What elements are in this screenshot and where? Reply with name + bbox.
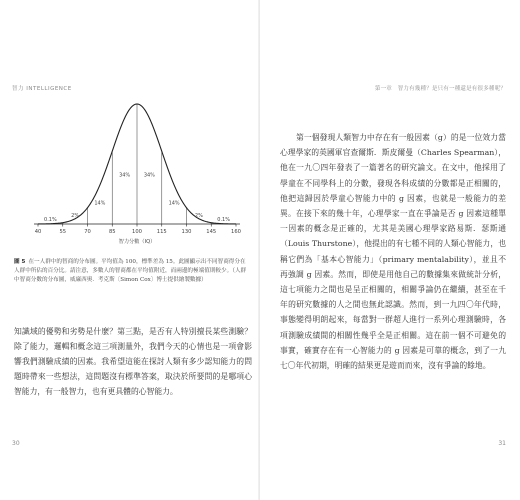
x-tick-label: 145 [206,229,217,235]
body-text-right: 第一個發現人類智力中存在有一般因素（g）的是一位效力當心理學家的英國軍官查爾斯．斯皮爾曼（Charles Spearman），他在一九〇四年發表了一篇著名的研究論文。在文中，他採用了學童在不同學科上的分數，發現各科成績的分數都是正相關的，他把這歸因於學童心智能力中的 g 因素，也就是一般能力的差異。在接下來的幾十年，心理學家一直在爭論是否 g 因素這種單一因素的概念是正確的，尤其是美國心理學家路易斯．瑟斯通（Louis Thurstone），他提出的有七種不同的人類心智能力，也稱它們為「基本心智能力」（primary mentalability），並且不再強調 g 因素。然而，即使是用他自己的數據集來做統計分析，這七項能力之間也是呈正相關的，相關爭論仍在繼續，甚至在千年的研究數據的人之間也無此認識。然而，到一九四〇年代時，事態變得明朗起來，每當對一群超人進行一系列心理測驗時，各項測驗成績間的相關性幾乎全是正相關。這在前一個不可避免的事實，確實存在有一心智能力的 g 因素是可靠的概念，到了一九七〇年代初期，明確的結果更是遊而而來，沒有爭論的餘地。 [280,133,506,371]
band-percentage-label: 14% [94,200,106,207]
x-tick-label: 70 [84,229,91,235]
page-number-right: 31 [498,440,506,447]
band-percentage-label: 0.1% [217,217,230,223]
x-tick-label: 85 [108,229,116,235]
chart-svg [12,96,252,256]
x-tick-label: 40 [34,229,42,235]
running-head-left: 智力 INTELLIGENCE [12,86,72,92]
x-tick-label: 55 [59,229,67,235]
body-text-left: 知識域的優勢和劣勢是什麼？第三點，是否有人特別擅長某些測驗？除了能力，邏輯和概念這三項測量外，我們今天的心情也是一項會影響我們測驗成績的因素。我希望這能在探討人類有多少認知能力的問題時帶來一些想法，這問題沒有標準答案，取決於所要問的是哪項心智能力，有一般智力，也有更具體的心智能力。 [14,327,252,396]
band-percentage-label: 34% [119,172,131,179]
figure-caption-label: 圖 5 [14,259,26,265]
x-tick-label: 130 [181,229,192,235]
figure-caption [14,258,250,286]
x-tick-label: 160 [231,229,241,235]
band-percentage-label: 34% [143,172,155,179]
iq-distribution-chart [12,96,252,256]
band-percentage-label: 2% [194,213,203,219]
x-tick-label: 100 [132,229,142,235]
running-head-right: 第一章 智力有幾種？是只有一種還是有很多種呢？ [374,86,506,92]
x-tick-label: 115 [156,229,167,235]
page-number-left: 30 [12,440,20,447]
band-percentage-label: 2% [71,213,80,219]
band-percentage-label: 14% [168,200,180,207]
x-axis-title: 智力分數（IQ） [118,239,156,245]
band-percentage-label: 0.1% [44,217,57,223]
figure-caption-text: 在一人群中的智商的分布圖。平均值為 100，標準差為 15。此圖顯示出不同智商得分在人群中所佔的百分比。請注意，多數人的智商都在平均值附近，而兩邊的極端值則較少。（人群中智商分數的分布圖，威廉西奧．考克斯〔Simon Cox〕博士提供繪製數據） [14,259,247,284]
right-page [260,0,520,500]
